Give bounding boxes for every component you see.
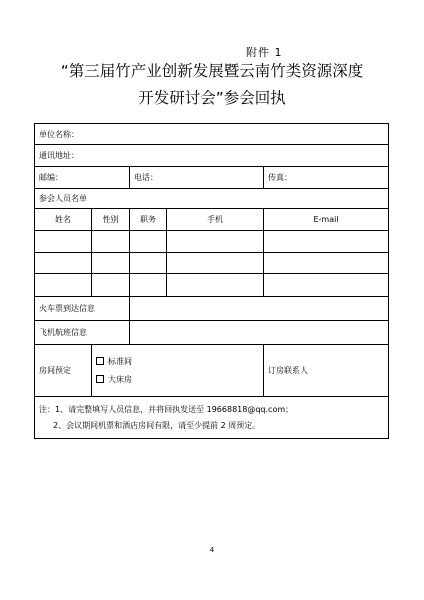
unit-name-label: 单位名称：	[39, 129, 79, 139]
checkbox-icon	[96, 357, 104, 365]
attendee-position-cell[interactable]	[130, 274, 167, 297]
attendee-list-label: 参会人员名单	[35, 189, 389, 209]
flight-info-row	[35, 321, 389, 345]
room-booking-label: 房间预定	[35, 345, 92, 397]
document-title-line1: “第三届竹产业创新发展暨云南竹类资源深度	[60, 62, 364, 80]
attendee-email-cell[interactable]	[264, 231, 389, 253]
train-info-label: 火车票到达信息	[35, 297, 130, 321]
attendee-row	[35, 274, 389, 297]
flight-info-label: 飞机航班信息	[35, 321, 130, 345]
room-booking-row	[35, 345, 389, 397]
attendee-gender-cell[interactable]	[92, 274, 130, 297]
fax-label: 传真：	[268, 173, 292, 182]
attendee-gender-cell[interactable]	[92, 253, 130, 274]
attendee-gender-cell[interactable]	[92, 231, 130, 253]
train-info-row	[35, 297, 389, 321]
column-header-gender: 性别	[92, 209, 130, 231]
unit-name-row	[35, 124, 389, 145]
attendee-mobile-cell[interactable]	[167, 253, 264, 274]
address-label: 通讯地址：	[39, 151, 79, 160]
attendee-name-cell[interactable]	[35, 231, 92, 253]
notes-cell	[35, 397, 389, 439]
note-line-2: 2、会议期间机票和酒店房间有限，请至少提前 2 周预定。	[53, 420, 261, 430]
registration-form-table	[34, 123, 389, 439]
flight-info-field[interactable]	[130, 321, 389, 345]
notes-row	[35, 397, 389, 439]
attendee-mobile-cell[interactable]	[167, 231, 264, 253]
attendee-name-cell[interactable]	[35, 253, 92, 274]
contact-row	[35, 167, 389, 189]
room-option-label: 标准间	[108, 356, 132, 366]
checkbox-icon	[96, 375, 104, 383]
room-options-cell	[92, 345, 264, 397]
attendee-position-cell[interactable]	[130, 253, 167, 274]
column-header-name: 姓名	[35, 209, 92, 231]
attendee-row	[35, 231, 389, 253]
fax-field[interactable]	[264, 167, 389, 189]
postcode-label: 邮编：	[39, 173, 63, 182]
attendee-list-row	[35, 189, 389, 209]
column-header-email: E-mail	[264, 209, 389, 231]
column-header-mobile: 手机	[167, 209, 264, 231]
room-option-king[interactable]	[96, 371, 259, 389]
attendee-email-cell[interactable]	[264, 274, 389, 297]
column-header-position: 职务	[130, 209, 167, 231]
unit-name-field[interactable]	[35, 124, 389, 145]
attendee-row	[35, 253, 389, 274]
phone-label: 电话：	[134, 173, 158, 182]
address-field[interactable]	[35, 145, 389, 167]
note-line-1: 注：1、请完整填写人员信息，并将回执发送至 19668818@qq.com；	[39, 404, 294, 414]
page-number: 4	[209, 546, 215, 554]
attendee-position-cell[interactable]	[130, 231, 167, 253]
room-option-label: 大床房	[108, 374, 132, 384]
attendee-header-row	[35, 209, 389, 231]
document-title-line2: 开发研讨会”参会回执	[138, 89, 286, 107]
booking-contact-label: 订房联系人	[268, 366, 308, 375]
room-option-standard[interactable]	[96, 353, 259, 371]
phone-field[interactable]	[130, 167, 264, 189]
attendee-mobile-cell[interactable]	[167, 274, 264, 297]
address-row	[35, 145, 389, 167]
attendee-name-cell[interactable]	[35, 274, 92, 297]
attendee-email-cell[interactable]	[264, 253, 389, 274]
booking-contact-cell[interactable]	[264, 345, 389, 397]
attachment-label: 附件 1	[246, 46, 283, 59]
train-info-field[interactable]	[130, 297, 389, 321]
postcode-field[interactable]	[35, 167, 130, 189]
